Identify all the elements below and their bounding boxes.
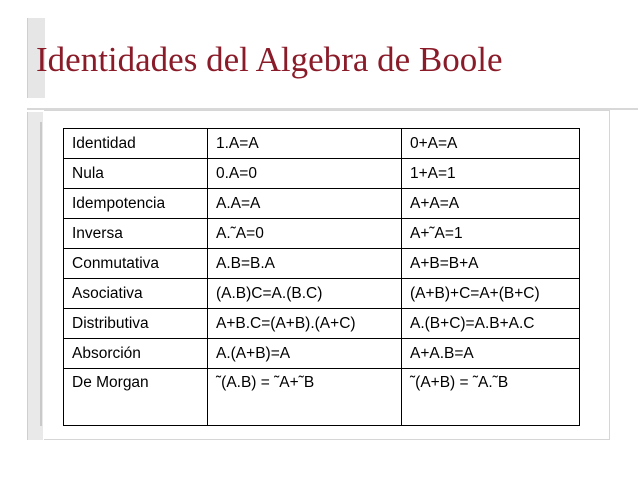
slide-title: Identidades del Algebra de Boole <box>36 40 503 79</box>
table-row <box>64 189 580 219</box>
identity-and-cell: ˜(A.B) = ˜A+˜B <box>208 369 402 426</box>
decorative-inner-line <box>40 122 42 426</box>
table-row <box>64 279 580 309</box>
identity-and-cell: A.(A+B)=A <box>208 339 402 369</box>
identity-and-cell: A+B.C=(A+B).(A+C) <box>208 309 402 339</box>
table-row <box>64 219 580 249</box>
table-row <box>64 369 580 426</box>
identity-and-cell: A.˜A=0 <box>208 219 402 249</box>
identity-and-cell: A.A=A <box>208 189 402 219</box>
identity-or-cell: A+A.B=A <box>402 339 580 369</box>
identity-name-cell: Nula <box>64 159 208 189</box>
table-row <box>64 339 580 369</box>
identity-name-cell: Distributiva <box>64 309 208 339</box>
identity-or-cell: A.(B+C)=A.B+A.C <box>402 309 580 339</box>
identity-or-cell: (A+B)+C=A+(B+C) <box>402 279 580 309</box>
identity-or-cell: A+˜A=1 <box>402 219 580 249</box>
identities-table <box>63 128 580 426</box>
identity-or-cell: 0+A=A <box>402 129 580 159</box>
table-row <box>64 129 580 159</box>
identity-and-cell: 1.A=A <box>208 129 402 159</box>
identity-name-cell: Absorción <box>64 339 208 369</box>
identity-and-cell: 0.A=0 <box>208 159 402 189</box>
identity-name-cell: Idempotencia <box>64 189 208 219</box>
identity-or-cell: A+A=A <box>402 189 580 219</box>
identity-name-cell: Identidad <box>64 129 208 159</box>
table-row <box>64 159 580 189</box>
identity-or-cell: ˜(A+B) = ˜A.˜B <box>402 369 580 426</box>
identity-name-cell: Inversa <box>64 219 208 249</box>
identity-and-cell: A.B=B.A <box>208 249 402 279</box>
identity-or-cell: 1+A=1 <box>402 159 580 189</box>
identity-name-cell: Conmutativa <box>64 249 208 279</box>
table-row <box>64 249 580 279</box>
identity-name-cell: De Morgan <box>64 369 208 426</box>
identity-or-cell: A+B=B+A <box>402 249 580 279</box>
table-row <box>64 309 580 339</box>
identity-and-cell: (A.B)C=A.(B.C) <box>208 279 402 309</box>
identity-name-cell: Asociativa <box>64 279 208 309</box>
